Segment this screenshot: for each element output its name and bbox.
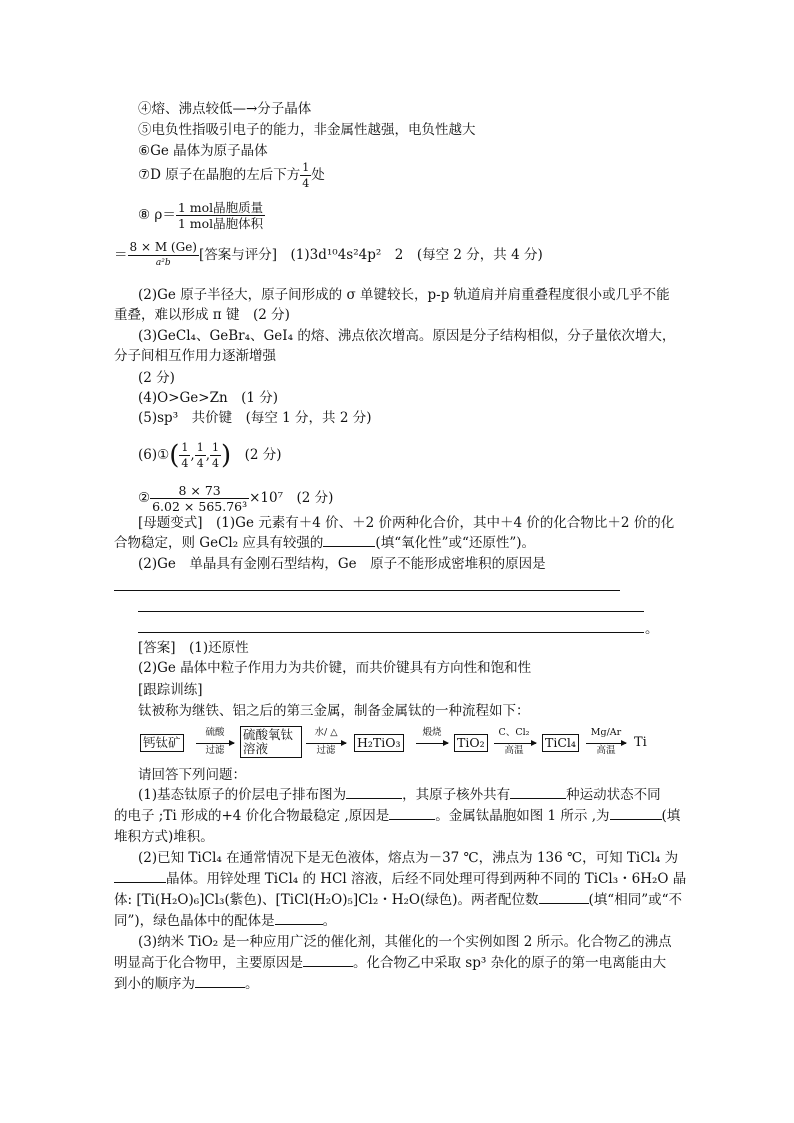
answer-blank [389,807,435,820]
text-line: (2)已知 TiCl₄ 在通常情况下是无色液体，熔点为－37 ℃，沸点为 136 ℃，可知 TiCl₄ 为 [138,850,679,866]
fraction-numerator: 1 [302,161,310,174]
text-line [138,483,333,514]
text-line [114,891,682,909]
flow-box-ticl4: TiCl₄ [542,734,579,752]
text-line: ⑥Ge 晶体为原子晶体 [138,143,268,159]
text-span: 的电子 ;Ti 形成的+4 价化合物最稳定 ,原因是 [114,808,390,824]
text-span: ＝ [114,247,128,263]
text-span: (填 [661,808,681,824]
text-line: ⑤电负性指吸引电子的能力，非金属性越强，电负性越大 [138,122,476,138]
text-line: [跟踪训练] [138,682,203,698]
text-span: 同”)，绿色晶体中的配体是 [114,913,275,929]
flow-box-tio2: TiO₂ [454,734,488,752]
flow-box-h2tio3: H₂TiO₃ [354,734,404,752]
flow-arrow [306,743,346,744]
flow-condition: 过滤 [316,745,336,756]
answer-blank [195,975,245,988]
text-span: (2 分) [244,447,282,463]
fraction-numerator: 1 [196,441,204,454]
answer-blank [610,807,662,820]
answer-blank [114,870,166,883]
fraction-denominator: 4 [196,457,204,470]
text-line: ④熔、沸点较低—→分子晶体 [138,101,312,117]
process-flowchart [138,728,658,758]
text-line: (6)①( $\frac{1}{4}$ , $\frac{1}{4}$ , $\frac{1}{4}$ ) (2 分) [138,440,282,471]
flow-box-line: 硫酸氧钛 [243,727,294,742]
fraction-numerator: 1 mol晶胞质量 [177,200,264,215]
text-line [114,870,686,888]
text-line: (2)Ge 原子半径大，原子间形成的 σ 单键较长，p-p 轨道肩并肩重叠程度很小或几乎不能 [138,287,670,303]
text-span: 合物稳定，则 GeCl₂ 应具有较强的 [114,535,324,551]
answer-line [138,632,644,633]
flow-condition: Mg/Ar [590,727,622,738]
fraction-numerator: 8 × M (Ge) [129,240,197,254]
text-span: 体: [Ti(H₂O)₆]Cl₃(紫色)、[TiCl(H₂O)₅]Cl₂・H₂O(绿色)。两者配位数 [114,892,539,908]
text-span: ⑧ ρ＝ [138,207,176,223]
text-span: 明显高于化合物甲，主要原因是 [114,955,303,971]
text-span: 。化合物乙中采取 sp³ 杂化的原子的第一电离能由大 [353,955,667,971]
text-line: [母题变式] (1)Ge 元素有＋4 价、＋2 价两种化合价，其中＋4 价的化合物比＋2 价的化 [138,515,675,531]
text-span: 处 [311,167,325,183]
flow-box-raw-ore: 钙钛矿 [140,734,184,752]
fraction-denominator: a²b [155,258,171,268]
text-line: 堆积方式)堆积。 [114,829,214,845]
text-span: 。 [245,976,259,992]
text-line [114,975,259,993]
fraction [150,483,249,514]
text-line: (3)GeCl₄、GeBr₄、GeI₄ 的熔、沸点依次增高。原因是分子结构相似，分子量依次增大， [138,328,676,344]
answer-blank [275,912,323,925]
flow-product: Ti [634,735,647,750]
fraction-numerator: 1 [181,441,189,454]
flow-condition: C、Cl₂ [498,727,530,738]
text-span: (1)基态钛原子的价层电子排布图为 [138,787,347,803]
text-line: (5)sp³ 共价键 (每空 1 分，共 2 分) [138,410,372,426]
text-line: 。 [645,621,659,637]
text-span: 。 [322,913,337,929]
text-line: (4)O>Ge>Zn (1 分) [138,390,279,406]
text-line [114,807,680,825]
text-line [114,954,666,972]
text-line: [答案] (1)还原性 [138,640,249,656]
answer-blank [323,534,375,547]
text-span: (填“氧化性”或“还原性”)。 [375,535,536,551]
answer-blank [303,954,353,967]
fraction-denominator: 6.02 × 565.76³ [152,499,248,514]
fraction [179,440,190,471]
text-line [114,534,535,552]
fraction [300,160,311,191]
flow-arrow [494,743,536,744]
answer-blank [510,786,566,799]
text-line: (2)Ge 晶体中粒子作用力为共价键，而共价键具有方向性和饱和性 [138,660,532,676]
text-line: (2 分) [138,370,175,386]
flow-condition: 煅烧 [422,727,442,738]
fraction [128,240,199,271]
fraction-denominator: 4 [302,177,310,190]
flow-box-line: 溶液 [243,741,269,756]
fraction [176,200,265,231]
text-line [138,200,265,231]
flow-condition: 水/ △ [314,727,338,738]
flow-arrow [416,743,448,744]
text-span: 晶体。用锌处理 TiCl₄ 的 HCl 溶液，后经不同处理可得到两种不同的 TiCl₃・6H₂O 晶 [166,871,687,887]
fraction-denominator: 4 [181,457,189,470]
text-line: 分子间相互作用力逐渐增强 [114,348,276,364]
text-span: 种运动状态不同 [566,787,661,803]
text-line: 重叠，难以形成 π 键 (2 分) [114,307,290,323]
text-span: ② [138,490,151,506]
answer-blank [539,891,589,904]
text-line: (2)Ge 单晶具有金刚石型结构，Ge 原子不能形成密堆积的原因是 [138,556,546,572]
text-line [114,240,543,271]
flow-condition: 高温 [504,745,524,756]
answer-blank [346,786,402,799]
flow-condition: 过滤 [205,745,225,756]
flow-condition: 高温 [596,745,616,756]
fraction-denominator: 4 [211,457,219,470]
flow-arrow [196,743,234,744]
text-line [138,786,661,804]
text-span: (填“相同”或“不 [588,892,683,908]
text-span: 到小的顺序为 [114,976,195,992]
text-span: ⑦D 原子在晶胞的左后下方 [138,167,301,183]
text-line: 请回答下列问题： [138,767,246,783]
text-span: ×10⁷ (2 分) [249,490,334,506]
fraction [195,440,206,471]
text-line [138,160,325,191]
fraction-numerator: 8 × 73 [150,483,249,499]
text-line: (3)纳米 TiO₂ 是一种应用广泛的催化剂，其催化的一个实例如图 2 所示。化合物乙的沸点 [138,934,672,950]
flow-condition: 硫酸 [205,727,225,738]
fraction-denominator: 1 mol晶胞体积 [177,216,264,231]
text-span: 。金属钛晶胞如图 1 所示 ,为 [435,808,610,824]
text-line: 钛被称为继铁、铝之后的第三金属，制备金属钛的一种流程如下： [138,703,530,719]
answer-line [114,590,620,591]
text-span: (6)① [138,447,170,463]
flow-arrow [586,743,626,744]
text-span: [答案与评分] (1)3d¹⁰4s²4p² 2 (每空 2 分，共 4 分) [198,247,543,263]
text-span: ，其原子核外共有 [402,787,511,803]
answer-line [138,611,644,612]
text-line [114,912,336,930]
flow-box-solution [240,726,302,758]
fraction-numerator: 1 [211,441,219,454]
fraction [210,440,221,471]
